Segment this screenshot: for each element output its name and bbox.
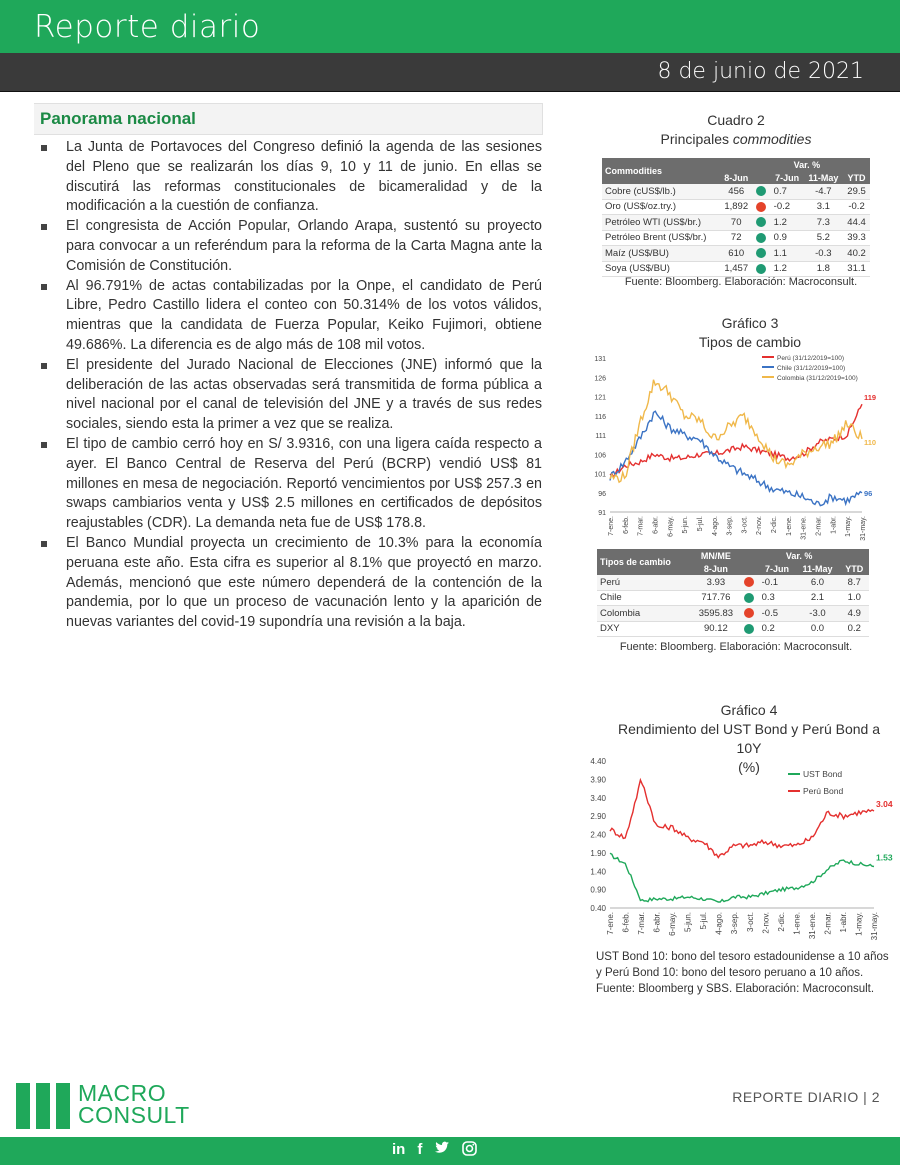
table-cell: 0.0: [795, 621, 839, 637]
section-header: [34, 103, 543, 135]
section-title: Panorama nacional: [40, 109, 196, 128]
x-tick-label: 2-nov.: [761, 912, 771, 934]
x-tick-label: 3-sep.: [730, 912, 740, 935]
table-cell: 1.8: [804, 261, 844, 277]
end-value-label: 96: [864, 488, 873, 498]
exchange-rate-table-body: [597, 575, 869, 637]
legend-label: Perú Bond: [803, 786, 844, 796]
table-cell: 39.3: [843, 230, 870, 246]
table-cell: 72: [720, 230, 753, 246]
end-value-label: 3.04: [876, 798, 893, 809]
table-cell: 1.0: [840, 590, 869, 606]
bullet-item: El presidente del Jurado Nacional de Elecciones (JNE) informó que la deliberación de las actas observadas será transmitida de forma pública a nivel nacional por el canal de televisión del JNE y a través de sus redes sociales, siendo esta la primer a vez que se realiza.: [38, 356, 542, 435]
th-ytd: YTD: [840, 562, 869, 575]
y-tick-label: 4.40: [590, 757, 606, 766]
grafico4-note-1: UST Bond 10: bono del tesoro estadounidense a 10 años: [596, 951, 889, 963]
x-tick-label: 4-ago.: [711, 516, 719, 536]
table-row: [597, 621, 869, 637]
table-cell: 0.2: [759, 621, 796, 637]
table-cell: 3.93: [691, 575, 740, 590]
x-tick-label: 4-ago.: [714, 912, 724, 935]
y-tick-label: 116: [594, 413, 606, 421]
exchange-rate-chart: [590, 352, 890, 544]
x-tick-label: 6-may.: [667, 516, 675, 537]
table-cell: 6.0: [795, 575, 839, 590]
th-11may: 11-May: [795, 562, 839, 575]
legend-label: Chile (31/12/2019=100): [777, 365, 846, 372]
facebook-icon[interactable]: f: [417, 1141, 423, 1158]
x-tick-label: 5-jul.: [699, 912, 709, 930]
table-cell: 1,892: [720, 199, 753, 215]
grafico4-title: Gráfico 4: [720, 702, 778, 718]
table-cell: Oro (US$/oz.try.): [602, 199, 720, 215]
status-down-icon: [744, 577, 754, 587]
x-tick-label: 31-may.: [860, 516, 867, 541]
end-value-label: 110: [864, 437, 877, 447]
y-tick-label: 96: [598, 490, 606, 498]
logo-line-2: CONSULT: [78, 1102, 190, 1128]
y-tick-label: 101: [594, 471, 606, 479]
x-tick-label: 5-jun.: [682, 516, 690, 534]
grafico4-note-3: Fuente: Bloomberg y SBS. Elaboración: Macroconsult.: [596, 983, 875, 995]
table-cell: Cobre (cUS$/lb.): [602, 184, 720, 199]
th-var: Var. %: [759, 549, 840, 562]
twitter-icon[interactable]: [434, 1141, 450, 1160]
status-up-icon: [756, 217, 766, 227]
y-tick-label: 91: [598, 510, 606, 517]
page-number: REPORTE DIARIO | 2: [732, 1089, 880, 1105]
table-cell: 1.2: [771, 215, 804, 231]
y-tick-label: 1.90: [590, 848, 606, 858]
table-cell: 70: [720, 215, 753, 231]
table-cell: 0.7: [771, 184, 804, 199]
th-empty: [840, 549, 869, 562]
news-bullet-list: [38, 138, 542, 633]
x-tick-label: 1-may.: [845, 516, 853, 537]
table-cell: Soya (US$/BU): [602, 261, 720, 277]
x-tick-label: 2-nov.: [756, 516, 764, 535]
x-tick-label: 31-may.: [870, 912, 879, 941]
x-tick-label: 6-may.: [668, 912, 678, 936]
table-cell: 456: [720, 184, 753, 199]
status-up-icon: [744, 624, 754, 634]
x-tick-label: 1-ene.: [785, 516, 793, 536]
table-cell: 5.2: [804, 230, 844, 246]
table-cell: Petróleo WTI (US$/br.): [602, 215, 720, 231]
series-line: [610, 853, 874, 902]
y-tick-label: 126: [594, 375, 606, 383]
table-cell: 29.5: [843, 184, 870, 199]
y-tick-label: 111: [595, 433, 606, 440]
table-cell: 7.3: [804, 215, 844, 231]
table-cell: Petróleo Brent (US$/br.): [602, 230, 720, 246]
date-bar: [0, 53, 900, 92]
status-down-icon: [756, 202, 766, 212]
th-empty: [720, 158, 753, 171]
report-title: Reporte diario: [34, 9, 261, 45]
x-tick-label: 1-ene.: [792, 912, 802, 935]
table-cell: -0.1: [759, 575, 796, 590]
bullet-item: La Junta de Portavoces del Congreso definió la agenda de las sesiones del Pleno que se realizarán los días 9, 10 y 11 de junio. En ellas se discutirá las reformas constitucionales de bicameralidad y de la modificación a la cuestión de confianza.: [38, 138, 542, 217]
report-date: 8 de junio de 2021: [657, 59, 864, 84]
y-tick-label: 0.40: [590, 904, 606, 913]
status-down-icon: [744, 608, 754, 618]
status-dot-cell: [753, 261, 771, 277]
bullet-item: El tipo de cambio cerró hoy en S/ 3.9316, con una ligera caída respecto a ayer. El Banco Central de Reserva del Perú (BCRP) vendió US$ 81 millones en mesa de negociación. Reportó vencimientos por US$ 257.3 en swaps cambiarios venta y US$ 2.5 millones en certificados de depósitos reajustables (CDR). La demanda neta fue de US$ 178.8.: [38, 435, 542, 534]
table-cell: 90.12: [691, 621, 740, 637]
legend-label: Colombia (31/12/2019=100): [777, 375, 858, 382]
y-tick-label: 3.90: [590, 775, 606, 785]
table-cell: 8.7: [840, 575, 869, 590]
status-dot-cell: [753, 230, 771, 246]
table-row: [602, 184, 870, 199]
cuadro2-subtitle-b: commodities: [732, 131, 812, 147]
status-dot-cell: [753, 246, 771, 262]
status-dot-cell: [753, 184, 771, 199]
y-tick-label: 0.90: [590, 885, 606, 895]
table-row: [602, 199, 870, 215]
linkedin-icon[interactable]: in: [392, 1141, 406, 1158]
x-tick-label: 7-mar.: [637, 912, 647, 935]
x-tick-label: 2-dic.: [771, 516, 779, 534]
th-11may: 11-May: [804, 171, 844, 184]
th-dot: [741, 562, 759, 575]
table-cell: DXY: [597, 621, 691, 637]
grafico4-unit: (%): [738, 759, 760, 775]
x-tick-label: 7-mar.: [637, 516, 645, 536]
logo-text: [78, 1082, 190, 1126]
x-tick-label: 6-abr.: [652, 912, 662, 933]
x-tick-label: 6-feb.: [622, 516, 630, 534]
status-dot-cell: [741, 606, 759, 622]
y-tick-label: 1.40: [590, 867, 606, 877]
commodities-table-body: [602, 184, 870, 277]
table-cell: 3.1: [804, 199, 844, 215]
status-up-icon: [756, 248, 766, 258]
table-cell: -0.2: [843, 199, 870, 215]
table-cell: -0.2: [771, 199, 804, 215]
table-cell: 1.1: [771, 246, 804, 262]
grafico3-caption: [600, 314, 900, 352]
status-dot-cell: [753, 199, 771, 215]
status-dot-cell: [741, 575, 759, 590]
y-tick-label: 131: [594, 356, 606, 363]
grafico4-subtitle: Rendimiento del UST Bond y Perú Bond a: [617, 721, 880, 737]
x-tick-label: 7-ene.: [608, 516, 615, 536]
bullet-item: Al 96.791% de actas contabilizadas por la Onpe, el candidato de Perú Libre, Pedro Castillo lidera el conteo con 50.314% de los votos válidos, mientras que la candidata de Fuerza Popular, Keiko Fujimori, obtiene 49.686%. La diferencia es de algo más de 108 mil votos.: [38, 277, 542, 356]
cuadro2-caption: [600, 111, 872, 149]
bond-yield-chart: [588, 755, 893, 949]
x-tick-label: 7-ene.: [606, 912, 615, 935]
table-cell: 3595.83: [691, 606, 740, 622]
th-7jun: 7-Jun: [771, 171, 804, 184]
y-tick-label: 3.40: [590, 793, 606, 803]
status-up-icon: [756, 186, 766, 196]
th-ytd: YTD: [843, 171, 870, 184]
table-row: [597, 590, 869, 606]
th-7jun: 7-Jun: [759, 562, 796, 575]
x-tick-label: 2-dic.: [776, 912, 786, 932]
legend-label: Perú (31/12/2019=100): [777, 355, 845, 362]
x-tick-label: 2-mar.: [823, 912, 833, 935]
x-tick-label: 3-oct.: [741, 516, 749, 534]
table-cell: Perú: [597, 575, 691, 590]
table-row: [602, 261, 870, 277]
y-tick-label: 2.90: [590, 812, 606, 822]
cuadro2-source: Fuente: Bloomberg. Elaboración: Macroconsult.: [624, 276, 858, 288]
table-cell: -0.5: [759, 606, 796, 622]
status-up-icon: [756, 264, 766, 274]
table-cell: 1,457: [720, 261, 753, 277]
cuadro2-subtitle-a: Principales: [660, 131, 733, 147]
cuadro2-title: Cuadro 2: [707, 112, 765, 128]
end-value-label: 1.53: [876, 852, 893, 863]
table-cell: -3.0: [795, 606, 839, 622]
table-cell: 4.9: [840, 606, 869, 622]
x-tick-label: 6-abr.: [652, 516, 660, 534]
table-cell: 0.9: [771, 230, 804, 246]
grafico4-subtitle-2: 10Y: [736, 740, 762, 756]
cuadro2-subtitle: [600, 130, 872, 149]
x-tick-label: 31-ene.: [807, 912, 817, 940]
x-tick-label: 1-may.: [854, 912, 864, 936]
table-cell: -0.3: [804, 246, 844, 262]
table-row: [602, 246, 870, 262]
status-dot-cell: [741, 621, 759, 637]
table-cell: 1.2: [771, 261, 804, 277]
x-tick-label: 5-jul.: [696, 516, 704, 532]
table-cell: -4.7: [804, 184, 844, 199]
th-dot: [753, 171, 771, 184]
table-cell: Chile: [597, 590, 691, 606]
series-line: [610, 380, 862, 482]
y-tick-label: 121: [594, 394, 606, 402]
table-cell: 0.2: [840, 621, 869, 637]
end-value-label: 119: [864, 393, 877, 403]
table-row: [597, 606, 869, 622]
table-row: [602, 230, 870, 246]
table-cell: Colombia: [597, 606, 691, 622]
header-bar: [0, 0, 900, 53]
social-links: [392, 1141, 477, 1160]
th-empty: [741, 549, 759, 562]
th-var: Var. %: [771, 158, 843, 171]
logo-line-1: MACRO: [78, 1080, 167, 1106]
x-tick-label: 31-ene.: [800, 516, 808, 540]
table-cell: 31.1: [843, 261, 870, 277]
y-tick-label: 106: [594, 452, 606, 460]
status-dot-cell: [753, 215, 771, 231]
table-cell: 44.4: [843, 215, 870, 231]
table-row: [597, 575, 869, 590]
legend-label: UST Bond: [803, 769, 843, 779]
table-cell: 717.76: [691, 590, 740, 606]
table-row: [602, 215, 870, 231]
x-tick-label: 3-sep.: [726, 516, 734, 536]
table-cell: 610: [720, 246, 753, 262]
grafico3-title: Gráfico 3: [721, 315, 779, 331]
table-cell: 0.3: [759, 590, 796, 606]
status-dot-cell: [741, 590, 759, 606]
grafico4-note-2: y Perú Bond 10: bono del tesoro peruano a 10 años.: [596, 967, 864, 979]
x-tick-label: 2-mar.: [815, 516, 823, 536]
bullet-item: El congresista de Acción Popular, Orlando Arapa, sustentó su proyecto para convocar a un referéndum para la reforma de la Carta Magna ante la Comisión de Constitución.: [38, 217, 542, 276]
table-cell: 2.1: [795, 590, 839, 606]
x-tick-label: 1-abr.: [838, 912, 848, 933]
commodities-table: [602, 158, 870, 277]
x-tick-label: 6-feb.: [621, 912, 631, 933]
th-commodities: Commodities: [602, 158, 720, 184]
table-cell: 40.2: [843, 246, 870, 262]
x-tick-label: 1-abr.: [830, 516, 838, 534]
th-mnme: MN/ME: [691, 549, 740, 562]
instagram-icon[interactable]: [462, 1141, 477, 1160]
th-empty: [753, 158, 771, 171]
grafico3-subtitle: Tipos de cambio: [698, 334, 802, 350]
grafico4-notes: [596, 949, 896, 997]
th-8jun: 8-Jun: [691, 562, 740, 575]
th-empty: [843, 158, 870, 171]
x-tick-label: 3-oct.: [745, 912, 755, 933]
y-tick-label: 2.40: [590, 830, 606, 840]
x-tick-label: 5-jun.: [683, 912, 693, 933]
th-tipos: Tipos de cambio: [597, 549, 691, 575]
footer-bar: [0, 1137, 900, 1165]
th-8jun: 8-Jun: [720, 171, 753, 184]
exchange-rate-table: [597, 549, 869, 637]
tabla-tc-source: Fuente: Bloomberg. Elaboración: Macroconsult.: [619, 641, 853, 653]
status-up-icon: [744, 593, 754, 603]
bullet-item: El Banco Mundial proyecta un crecimiento de 10.3% para la economía peruana este año. Esta cifra es superior al 8.1% que proyectó en marzo. Además, mencionó que este número dependerá de la contención de la pandemia, por lo que un proceso de vacunación lento y la aparición de nuevas variantes del covid-19 supondría una revisión a la baja.: [38, 534, 542, 633]
status-up-icon: [756, 233, 766, 243]
table-cell: Maíz (US$/BU): [602, 246, 720, 262]
